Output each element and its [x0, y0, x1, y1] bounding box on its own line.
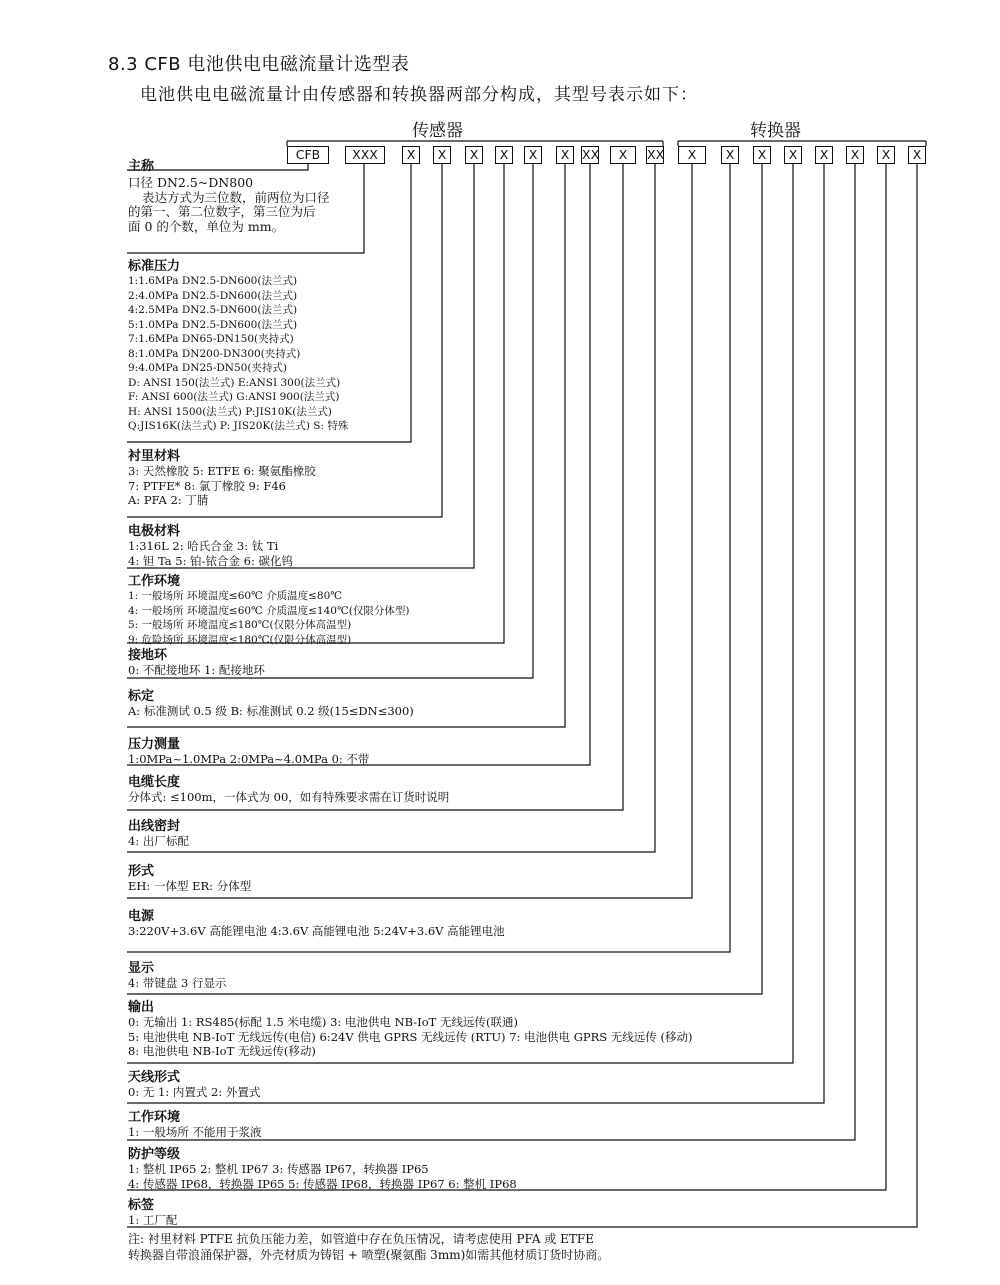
- section-work-env-title: 工作环境: [128, 1110, 181, 1125]
- code-box-outlet-seal: XX: [647, 147, 665, 162]
- code-box-work-env: X: [846, 146, 864, 164]
- section-diameter-title: 口径 DN2.5~DN800: [128, 175, 254, 190]
- section-label-line: 1: 工厂配: [128, 1213, 178, 1227]
- section-outlet-seal-line: 4: 出厂标配: [128, 834, 189, 848]
- code-box-lining: X: [433, 146, 451, 164]
- section-calibration: [128, 685, 414, 719]
- sensor-group-label: 传感器: [412, 121, 463, 141]
- section-outlet-seal-title: 出线密封: [128, 819, 181, 834]
- page-title: 8.3 CFB 电池供电电磁流量计选型表: [108, 54, 410, 75]
- section-environment-line: 4: 一般场所 环境温度≤60℃ 介质温度≤140℃(仅限分体型): [128, 604, 410, 617]
- code-box-environment: X: [495, 146, 513, 164]
- section-output-line: 0: 无输出 1: RS485(标配 1.5 米电缆) 3: 电池供电 NB-IoT 无线远传(联通): [128, 1015, 518, 1029]
- section-environment-line: 5: 一般场所 环境温度≤180℃(仅限分体高温型): [128, 619, 352, 631]
- section-output-line: 8: 电池供电 NB-IoT 无线远传(移动): [128, 1044, 316, 1058]
- section-protection-title: 防护等级: [128, 1147, 181, 1162]
- section-pressure-line: 5:1.0MPa DN2.5-DN600(法兰式): [128, 318, 298, 331]
- section-output: [128, 996, 692, 1059]
- section-antenna: [128, 1066, 260, 1100]
- section-electrode-line: 1:316L 2: 哈氏合金 3: 钛 Ti: [128, 539, 279, 553]
- section-lining-line: A: PFA 2: 丁腈: [128, 493, 209, 507]
- section-pressure-measure-line: 1:0MPa~1.0MPa 2:0MPa~4.0MPa 0: 不带: [128, 752, 370, 766]
- section-display-line: 4: 带键盘 3 行显示: [128, 976, 227, 990]
- section-protection: [128, 1143, 517, 1191]
- section-label-title: 标签: [128, 1198, 155, 1213]
- section-power-title: 电源: [128, 909, 155, 924]
- section-pressure-line: Q:JIS16K(法兰式) P: JIS20K(法兰式) S: 特殊: [128, 420, 349, 432]
- section-form-title: 形式: [128, 864, 155, 879]
- code-box-pressure-measure: XX: [582, 147, 600, 162]
- section-diameter-line: 面 0 的个数，单位为 mm。: [128, 218, 285, 234]
- section-lining-title: 衬里材料: [128, 449, 181, 464]
- section-power-line: 3:220V+3.6V 高能锂电池 4:3.6V 高能锂电池 5:24V+3.6V 高能锂电池: [128, 924, 505, 938]
- section-pressure-measure-title: 压力测量: [128, 737, 181, 752]
- code-box-antenna: X: [815, 146, 833, 164]
- section-lining: [128, 445, 316, 508]
- section-outlet-seal: [128, 815, 189, 849]
- code-box-cfb: CFB: [287, 146, 329, 164]
- section-cable-length-title: 电缆长度: [128, 775, 181, 790]
- section-protection-line: 1: 整机 IP65 2: 整机 IP67 3: 传感器 IP67，转换器 IP65: [128, 1162, 429, 1176]
- code-box-form: X: [678, 146, 706, 164]
- code-box-cable-length: X: [610, 146, 636, 164]
- section-form-line: EH: 一体型 ER: 分体型: [128, 879, 252, 893]
- section-diameter: [128, 176, 330, 234]
- section-electrode-line: 4: 钽 Ta 5: 铂-铱合金 6: 碳化钨: [128, 553, 294, 568]
- section-antenna-title: 天线形式: [128, 1070, 181, 1085]
- code-box-electrode: X: [465, 146, 483, 164]
- section-work-env: [128, 1106, 262, 1140]
- section-pressure-line: 4:2.5MPa DN2.5-DN600(法兰式): [128, 304, 298, 316]
- section-environment: [128, 570, 409, 647]
- section-pressure-line: 8:1.0MPa DN200-DN300(夹持式): [128, 347, 301, 360]
- section-output-line: 5: 电池供电 NB-IoT 无线远传(电信) 6:24V 供电 GPRS 无线远传 (RTU) 7: 电池供电 GPRS 无线远传 (移动): [128, 1029, 693, 1044]
- section-label: [128, 1194, 177, 1228]
- section-pressure-title: 标准压力: [128, 259, 181, 274]
- code-box-calibration: X: [556, 146, 574, 164]
- section-pressure-line: F: ANSI 600(法兰式) G:ANSI 900(法兰式): [128, 391, 340, 403]
- section-ground-ring: [128, 644, 265, 678]
- section-diameter-line: 的第一、第二位数字，第三位为后: [128, 204, 316, 219]
- code-box-power: X: [721, 146, 739, 164]
- code-box-ground-ring: X: [524, 146, 542, 164]
- section-electrode-title: 电极材料: [128, 524, 181, 539]
- section-cable-length-line: 分体式: ≤100m，一体式为 00，如有特殊要求需在订货时说明: [128, 790, 450, 804]
- section-pressure-line: 1:1.6MPa DN2.5-DN600(法兰式): [128, 275, 298, 287]
- converter-group-label: 转换器: [750, 121, 801, 141]
- section-pressure-line: 7:1.6MPa DN65-DN150(夹持式): [128, 333, 294, 345]
- section-lining-line: 3: 天然橡胶 5: ETFE 6: 聚氨酯橡胶: [128, 464, 316, 478]
- section-pressure-line: 9:4.0MPa DN25-DN50(夹持式): [128, 362, 288, 374]
- section-form: [128, 860, 251, 894]
- page-subtitle: 电池供电电磁流量计由传感器和转换器两部分构成，其型号表示如下：: [140, 85, 698, 105]
- note-line: 转换器自带浪涌保护器，外壳材质为铸铝 + 喷塑(聚氨酯 3mm)如需其他材质订货时协商。: [128, 1248, 610, 1262]
- section-pressure-line: H: ANSI 1500(法兰式) P:JIS10K(法兰式): [128, 405, 332, 418]
- code-box-display: X: [753, 146, 771, 164]
- note-line: 注: 衬里材料 PTFE 抗负压能力差，如管道中存在负压情况，请考虑使用 PFA 或 ETFE: [128, 1232, 594, 1246]
- section-pressure: [128, 255, 348, 434]
- notes: [128, 1231, 609, 1263]
- section-diameter-line: 表达方式为三位数，前两位为口径: [142, 189, 330, 205]
- section-pressure-line: 2:4.0MPa DN2.5-DN600(法兰式): [128, 289, 298, 302]
- section-protection-line: 4: 传感器 IP68，转换器 IP65 5: 传感器 IP68，转换器 IP67 6: 整机 IP68: [128, 1176, 517, 1191]
- section-power: [128, 905, 505, 939]
- code-box-protection: X: [877, 146, 895, 164]
- section-cable-length: [128, 771, 449, 805]
- code-box-diameter: XXX: [345, 146, 385, 164]
- section-ground-ring-line: 0: 不配接地环 1: 配接地环: [128, 663, 265, 677]
- code-box-output: X: [784, 146, 802, 164]
- code-box-pressure: X: [402, 146, 420, 164]
- code-box-label: X: [908, 146, 926, 164]
- section-work-env-line: 1: 一般场所 不能用于浆液: [128, 1125, 262, 1139]
- section-electrode: [128, 520, 293, 568]
- section-calibration-title: 标定: [128, 689, 155, 704]
- section-calibration-line: A: 标准测试 0.5 级 B: 标准测试 0.2 级(15≤DN≤300): [128, 704, 414, 718]
- section-pressure-line: D: ANSI 150(法兰式) E:ANSI 300(法兰式): [128, 376, 341, 389]
- section-output-title: 输出: [128, 1000, 155, 1015]
- section-environment-line: 1: 一般场所 环境温度≤60℃ 介质温度≤80℃: [128, 590, 343, 602]
- section-ground-ring-title: 接地环: [128, 648, 168, 663]
- section-display: [128, 957, 226, 991]
- section-display-title: 显示: [128, 961, 155, 976]
- section-antenna-line: 0: 无 1: 内置式 2: 外置式: [128, 1085, 261, 1099]
- section-lining-line: 7: PTFE* 8: 氯丁橡胶 9: F46: [128, 478, 286, 493]
- section-pressure-measure: [128, 733, 369, 767]
- section-environment-line: 9: 危险场所 环境温度≤180℃(仅限分体高温型): [128, 633, 352, 646]
- section-main-name-title: 主称: [128, 159, 155, 174]
- section-environment-title: 工作环境: [128, 574, 181, 589]
